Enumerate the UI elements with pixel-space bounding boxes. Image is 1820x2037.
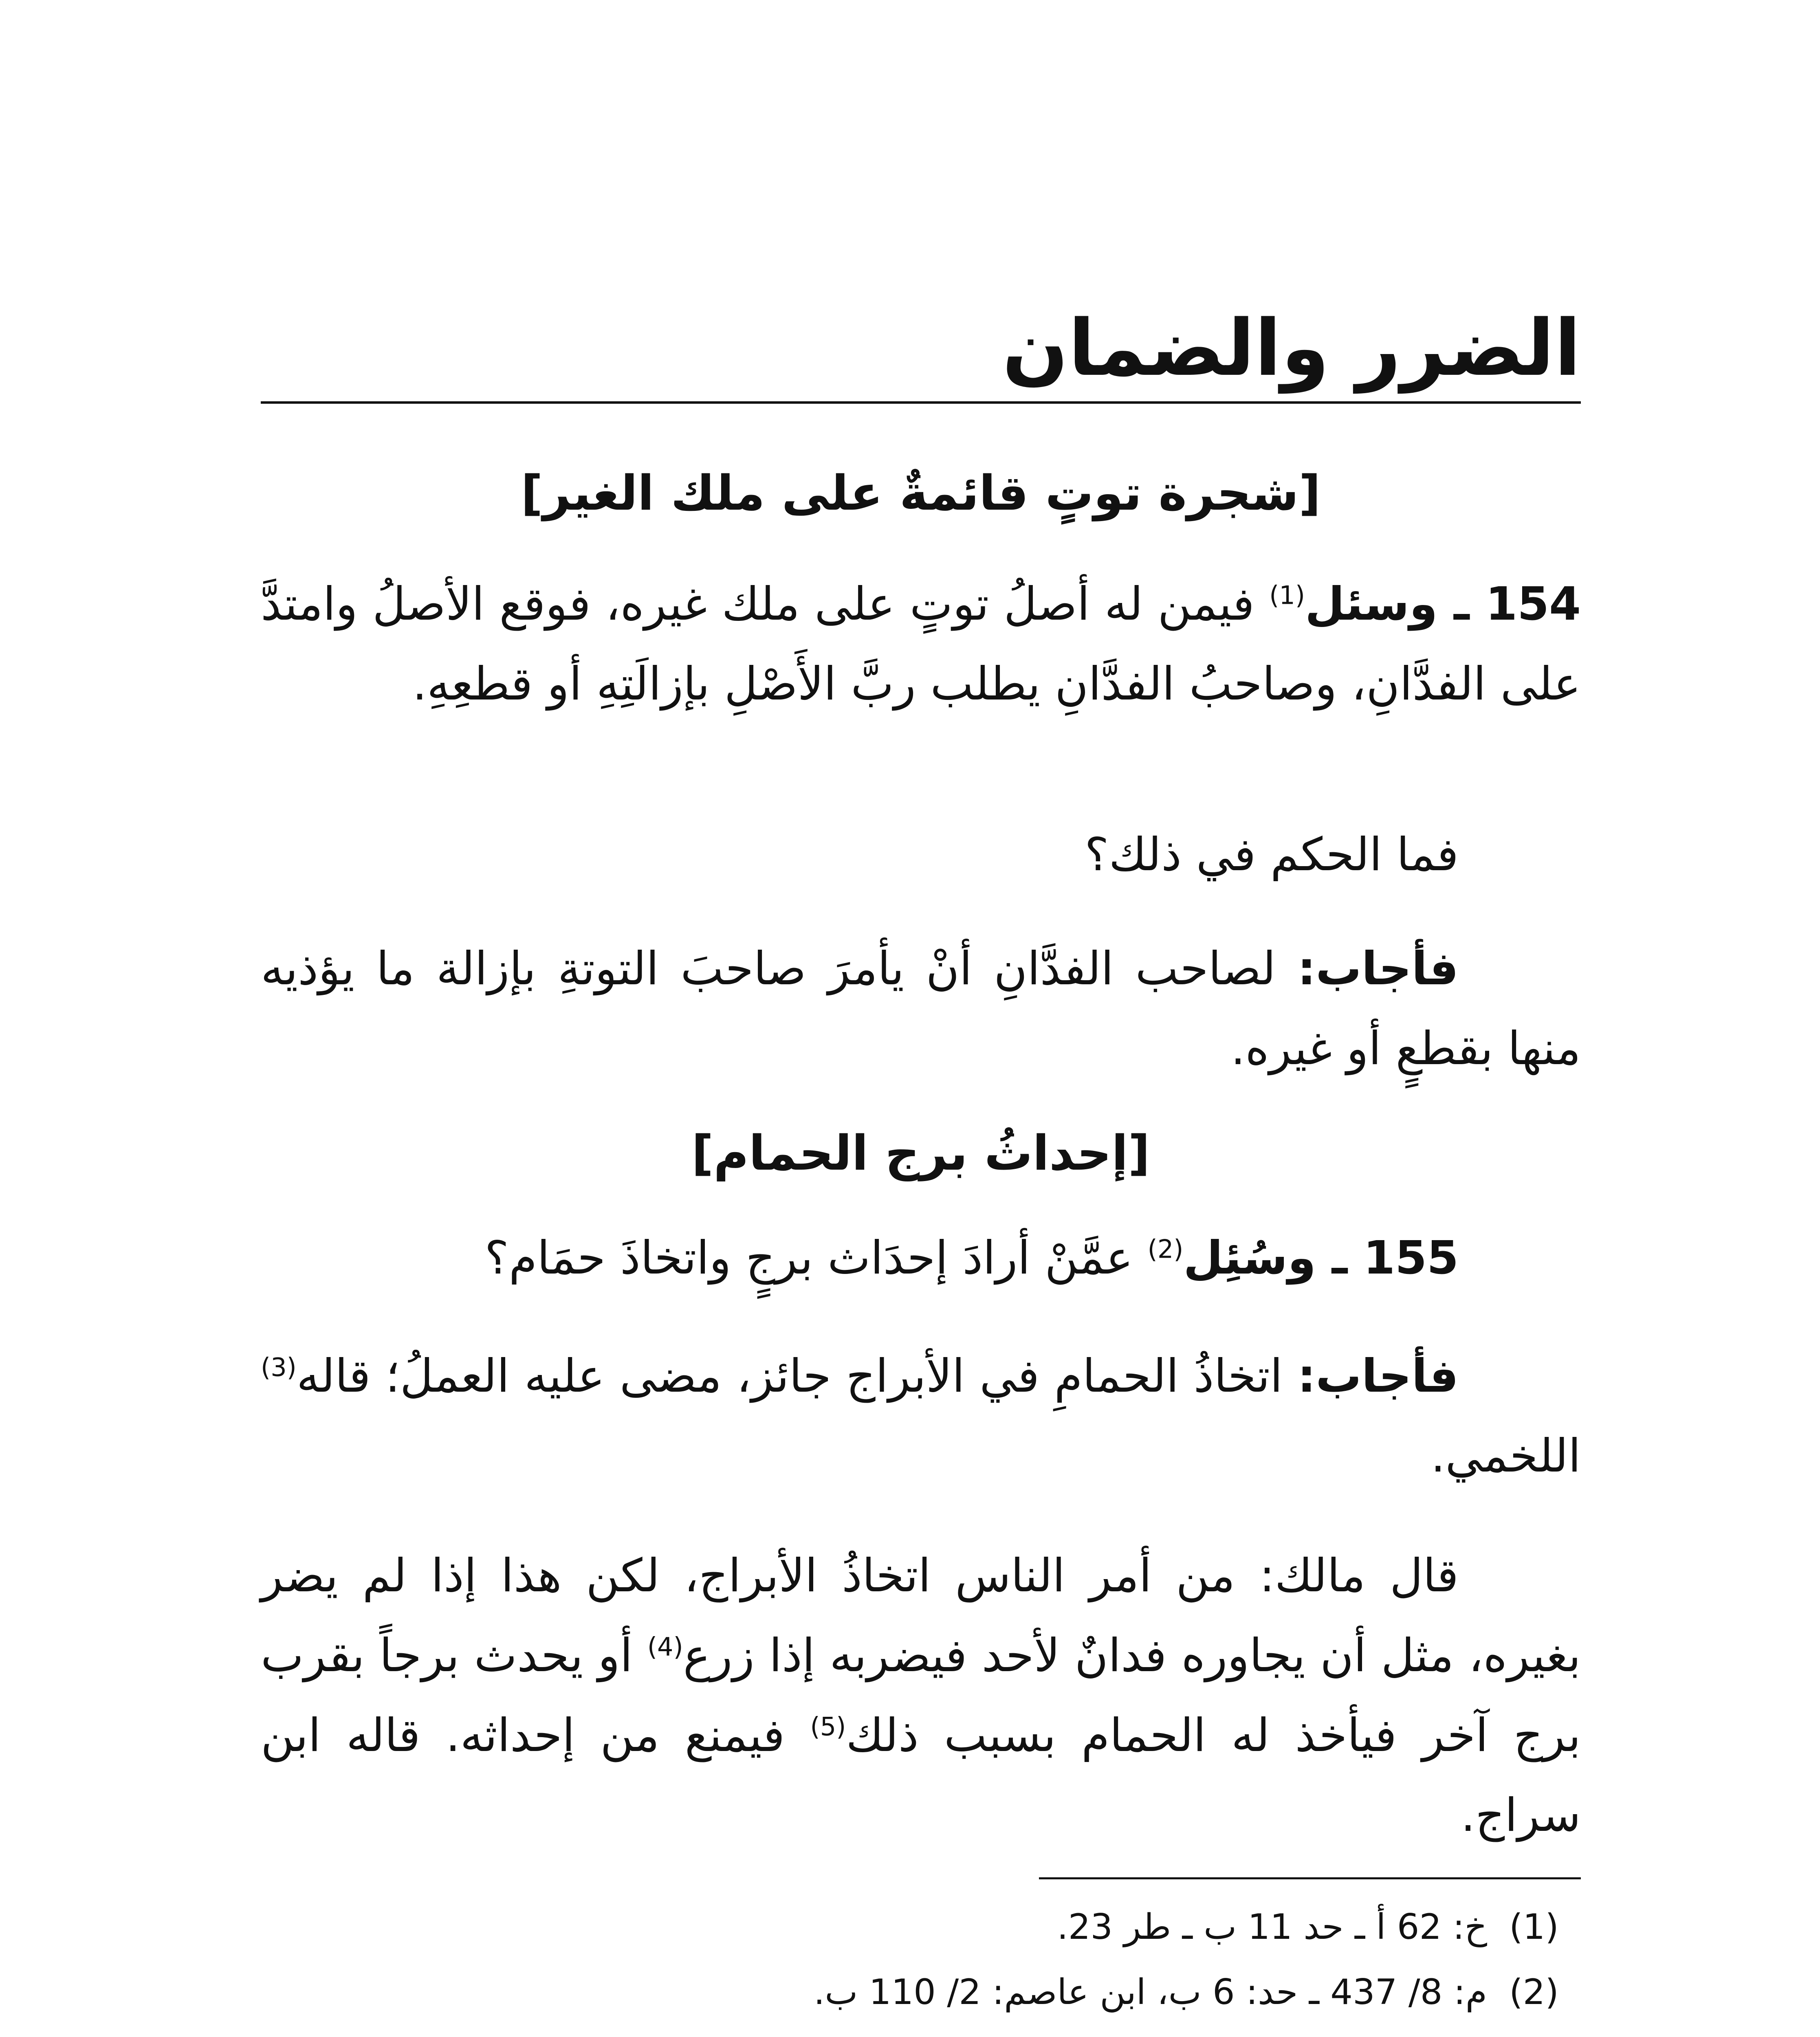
answer-154 [261,929,1581,1089]
question-number: 155 [1363,1232,1459,1285]
question-separator: ـ [1437,578,1486,631]
question-number: 154 [1485,578,1581,631]
footnote-ref: (2) [1147,1234,1184,1264]
footnote-ref: (5) [810,1711,846,1742]
question-155 [261,1218,1581,1298]
answer-keyword: فأجاب: [1297,1350,1459,1403]
quote-text: أو يحدث برجاً بقرب برج آخر فيأخذ له الحمام بسبب ذلك [261,1629,1581,1762]
question-keyword: وسُئِل [1183,1232,1316,1285]
footnote-number: (1) [1509,1907,1559,1947]
question-keyword: وسئل [1305,578,1438,631]
footnote-item [261,2025,1581,2037]
question-ask: فما الحكم في ذلك؟ [1085,828,1459,881]
question-text: عمَّنْ أرادَ إحدَاث برجٍ واتخاذَ حمَام؟ [484,1232,1148,1285]
answer-text: لصاحب الفدَّانِ أنْ يأمرَ صاحبَ التوتةِ بإزالة ما يؤذيه منها بقطعٍ أو غيره. [261,942,1581,1075]
quote-malik [261,1536,1581,1855]
section-heading-pigeon-tower: [إحداثُ برج الحمام] [691,1125,1150,1181]
footnote-text: م: 8/ 437 ـ حد: 6 ب، ابن عاصم: 2/ 110 ب. [814,1972,1487,2013]
question-text: فيمن له أصلُ توتٍ على ملك غيره، فوقع الأصلُ وامتدَّ على الفدَّانِ، وصاحبُ الفدَّانِ يطلب ربَّ الأَصْلِ بإزالَتِهِ أو قطعِهِ. [261,578,1581,711]
footnote-ref: (1) [1269,580,1305,610]
question-separator: ـ [1316,1232,1364,1285]
chapter-divider [261,401,1581,404]
answer-155 [261,1336,1581,1496]
footnotes-list [261,1894,1581,2037]
quote-text: فيمنع من إحداثه. قاله ابن سراج. [261,1709,1581,1842]
question-154 [261,564,1581,724]
footnote-ref: (3) [261,1352,297,1382]
footnote-number: (2) [1509,1972,1559,2013]
footnote-item [261,1960,1581,2025]
quote-text: قال مالك: من أمر الناس اتخاذُ الأبراج، لكن هذا إذا لم يضر بغيره، مثل أن يجاوره فدانٌ لأحد فيضربه إذا زرع [261,1549,1581,1682]
footnote-text: خ: 62 أ ـ حد 11 ب ـ طر 23. [1057,1907,1487,1947]
answer-text-continued: اللخمي. [1430,1430,1581,1483]
footnote-number [1487,2025,1581,2037]
footnote-item [261,1894,1581,1960]
answer-text: اتخاذُ الحمامِ في الأبراج جائز، مضى عليه العملُ؛ قاله [296,1350,1298,1403]
document-page [261,0,1581,2037]
footnote-divider [1039,1877,1581,1879]
section-heading-mulberry-tree: [شجرة توتٍ قائمةٌ على ملك الغير] [521,465,1321,521]
chapter-title: الضرر والضمان [1002,303,1581,393]
footnote-ref: (4) [647,1632,683,1662]
answer-keyword: فأجاب: [1297,942,1459,995]
